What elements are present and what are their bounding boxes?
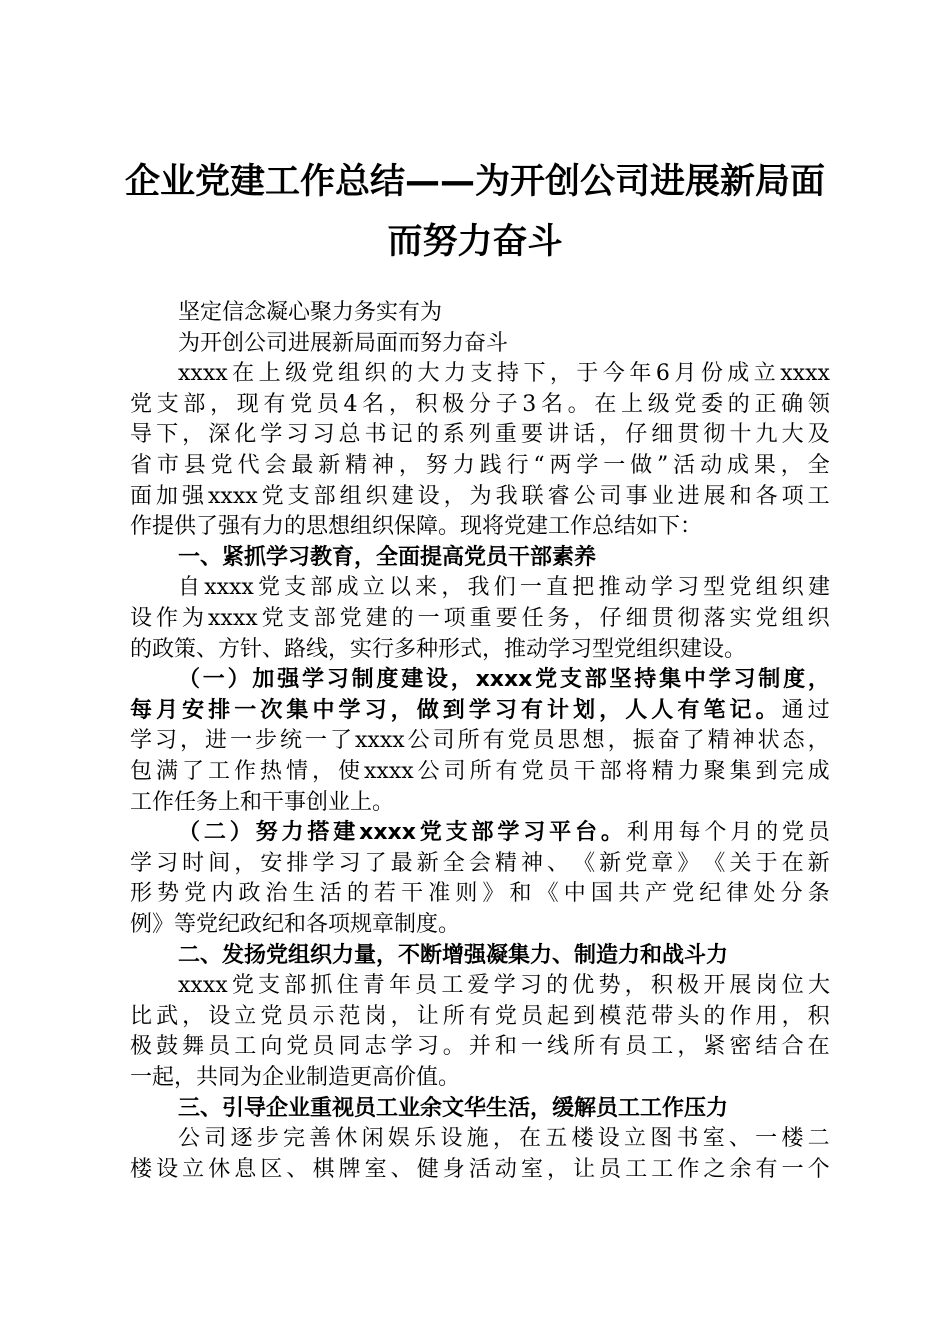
body-text-line: 自 xxxx 党 支 部 成 立 以 来 ， 我 们 一 直 把 推 动 学 习 型 党 组 织 建: [178, 575, 830, 601]
document-title-line-1: 企业党建工作总结——为开创公司进展新局面: [124, 162, 825, 202]
body-text-line: 的政策、方针、路线，实行多种形式，推动学习型党组织建设。: [130, 636, 747, 662]
body-text-line: 楼 设 立 休 息 区 、 棋 牌 室 、 健 身 活 动 室 ， 让 员 工 工 作 之 余 有 一 个: [130, 1156, 830, 1182]
body-text-line: 学 习 ， 进 一 步 统 一 了 xxxx 公 司 所 有 党 员 思 想 ， 振 奋 了 精 神 状 态 ，: [130, 728, 830, 754]
document-title-line-2: 而努力奋斗: [387, 222, 563, 262]
body-text-line: xxxx 党 支 部 抓 住 青 年 员 工 爱 学 习 的 优 势 ， 积 极 开 展 岗 位 大: [178, 973, 830, 999]
body-text-line: 省 市 县 党 代 会 最 新 精 神 ， 努 力 践 行 “ 两 学 一 做 ” 活 动 成 果 ， 全: [130, 453, 830, 478]
body-text-line: 一起，共同为企业制造更高价值。: [130, 1065, 461, 1090]
body-text-line: （ 一 ） 加 强 学 习 制 度 建 设 ， xxxx 党 支 部 坚 持 集 中 学 习 制 度 ，: [178, 667, 830, 693]
body-text-line: 为开创公司进展新局面而努力奋斗: [178, 330, 509, 356]
body-text-line: 形 势 党 内 政 治 生 活 的 若 干 准 则 》 和 《 中 国 共 产 党 纪 律 处 分 条: [130, 881, 830, 907]
body-text-line: 坚定信念凝心聚力务实有为: [178, 300, 443, 325]
body-text-line: 工作任务上和干事创业上。: [130, 789, 395, 815]
body-text-line: xxxx 在 上 级 党 组 织 的 大 力 支 持 下 ， 于 今 年 6 月 份 成 立 xxxx: [178, 361, 830, 387]
body-text-line: 极 鼓 舞 员 工 向 党 员 同 志 学 习 。 并 和 一 线 所 有 员 工 ， 紧 密 结 合 在: [130, 1034, 830, 1060]
body-text-line: 包 满 了 工 作 热 情 ， 使 xxxx 公 司 所 有 党 员 干 部 将 精 力 聚 集 到 完 成: [130, 759, 830, 784]
section-heading: 三、引导企业重视员工业余文华生活，缓解员工工作压力: [178, 1095, 729, 1121]
body-text-line: 比 武 ， 设 立 党 员 示 范 岗 ， 让 所 有 党 员 起 到 模 范 带 头 的 作 用 ， 积: [130, 1003, 830, 1029]
section-heading: 一、紧抓学习教育，全面提高党员干部素养: [178, 544, 597, 570]
section-heading: 二、发扬党组织力量，不断增强凝集力、制造力和战斗力: [178, 942, 729, 968]
body-text-line: 设 作 为 xxxx 党 支 部 党 建 的 一 项 重 要 任 务 ， 仔 细 贯 彻 落 实 党 组 织: [130, 606, 830, 631]
body-text-line: 公 司 逐 步 完 善 休 闲 娱 乐 设 施 ， 在 五 楼 设 立 图 书 室 、 一 楼 二: [178, 1126, 830, 1152]
body-text-line: 每 月 安 排 一 次 集 中 学 习 ， 做 到 学 习 有 计 划 ， 人 人 有 笔 记 。 通 过: [130, 697, 830, 723]
body-text-line: 导 下 ， 深 化 学 习 习 总 书 记 的 系 列 重 要 讲 话 ， 仔 细 贯 彻 十 九 大 及: [130, 422, 830, 448]
body-text-line: 例》等党纪政纪和各项规章制度。: [130, 912, 461, 937]
body-text-line: 党 支 部 ， 现 有 党 员 4 名 ， 积 极 分 子 3 名 。 在 上 级 党 委 的 正 确 领: [130, 391, 830, 417]
body-text-line: 作提供了强有力的思想组织保障。现将党建工作总结如下：: [130, 514, 703, 540]
body-text-line: （ 二 ） 努 力 搭 建 xxxx 党 支 部 学 习 平 台 。 利 用 每 个 月 的 党 员: [178, 820, 830, 846]
body-text-line: 学 习 时 间 ， 安 排 学 习 了 最 新 全 会 精 神 、 《 新 党 章 》 《 关 于 在 新: [130, 850, 830, 876]
body-text-line: 面 加 强 xxxx 党 支 部 组 织 建 设 ， 为 我 联 睿 公 司 事 业 进 展 和 各 项 工: [130, 483, 830, 509]
